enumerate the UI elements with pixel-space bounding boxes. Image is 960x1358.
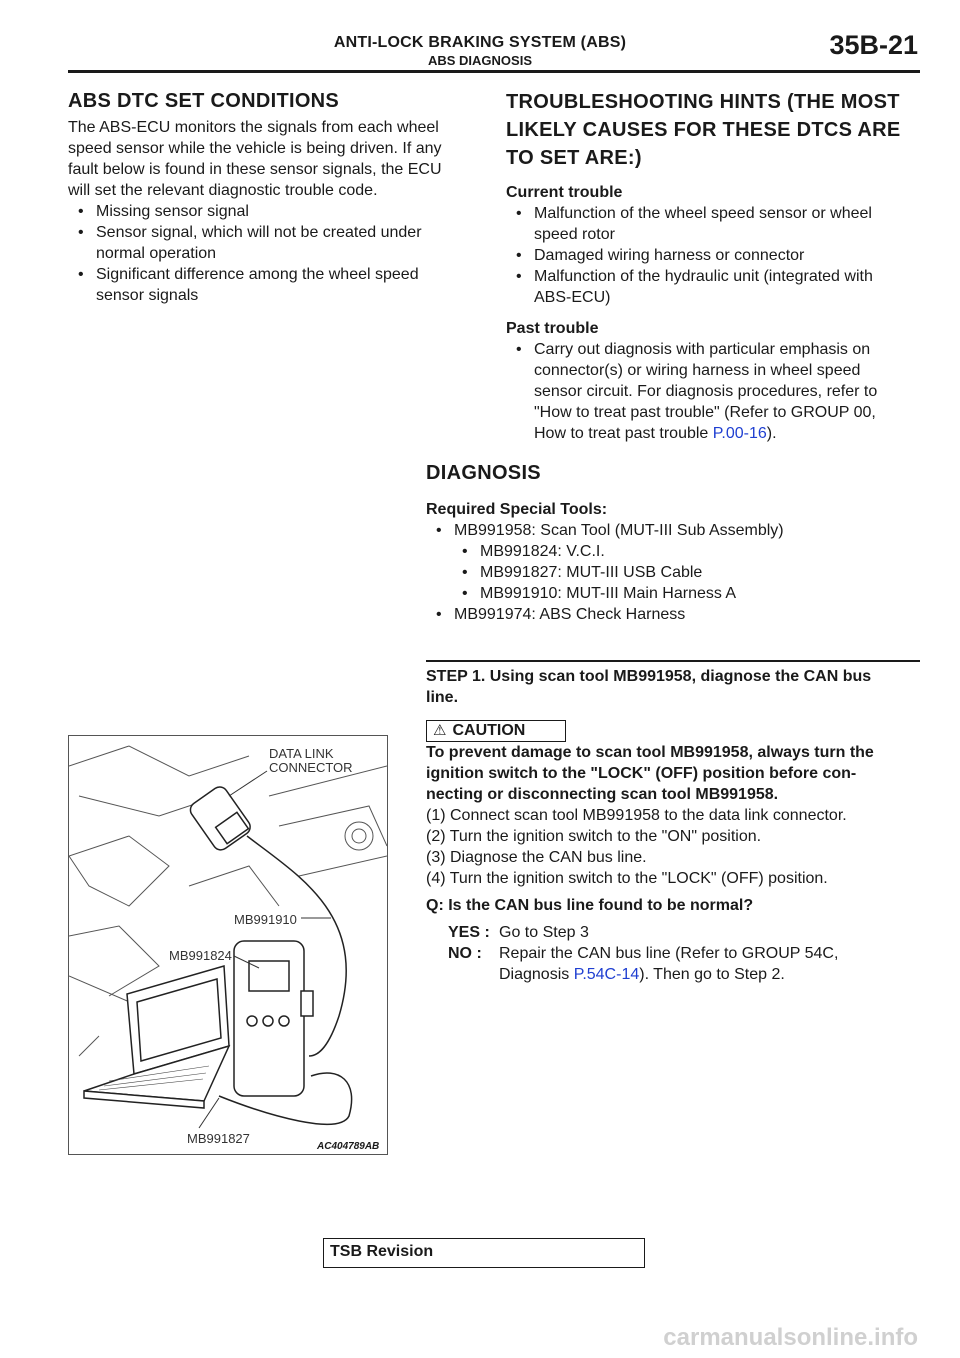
figure-code: AC404789AB [317, 1141, 380, 1152]
scan-tool-connection-figure [68, 735, 388, 1155]
dtc-text-line: will set the relevant diagnostic trouble code. [68, 182, 378, 199]
troubleshooting-hints-section [506, 88, 920, 444]
mb991827-label: MB991827 [187, 1131, 250, 1146]
current-trouble-bullet: • Malfunction of the hydraulic unit (integrated with ABS-ECU) [506, 266, 920, 308]
header-rule [68, 70, 920, 73]
page-number: 35B-21 [829, 30, 918, 60]
data-link-label-line1: DATA LINK [269, 746, 334, 761]
mb991824-label: MB991824 [169, 948, 232, 963]
dtc-text-line: The ABS-ECU monitors the signals from each wheel [68, 119, 439, 136]
diagnosis-heading: DIAGNOSIS [426, 462, 541, 484]
dtc-text-line: fault below is found in these sensor signals, the ECU [68, 161, 442, 178]
procedure-step: (4) Turn the ignition switch to the "LOCK" (OFF) position. [426, 870, 828, 887]
tool-item: • MB991958: Scan Tool (MUT-III Sub Assembly) [426, 520, 920, 541]
section-subtitle: ABS DIAGNOSIS [427, 53, 532, 68]
tool-item: • MB991974: ABS Check Harness [426, 604, 920, 625]
tool-item: • MB991910: MUT-III Main Harness A [452, 583, 920, 604]
hints-heading: TROUBLESHOOTING HINTS (THE MOST LIKELY CAUSES FOR THESE DTCS ARE TO SET ARE:) [506, 91, 901, 169]
current-trouble-bullet: • Malfunction of the wheel speed sensor or wheel speed rotor [506, 203, 920, 245]
caution-badge: ⚠ CAUTION [426, 720, 566, 742]
current-trouble-label: Current trouble [506, 184, 623, 201]
watermark: carmanualsonline.info [663, 1324, 918, 1351]
past-trouble-link[interactable]: P.00-16 [712, 425, 767, 442]
step1-title: STEP 1. Using scan tool MB991958, diagnose the CAN bus line. [426, 668, 872, 706]
question: Q: Is the CAN bus line found to be normal? [426, 897, 754, 914]
section-title: ANTI-LOCK BRAKING SYSTEM (ABS) [333, 34, 627, 51]
yes-answer: YES : Go to Step 3 [448, 924, 589, 941]
dtc-bullet: • Sensor signal, which will not be created under normal operation [68, 222, 480, 264]
mb991910-label: MB991910 [234, 912, 297, 927]
current-trouble-bullet: • Damaged wiring harness or connector [506, 245, 920, 266]
step-divider [426, 660, 920, 662]
tsb-revision-box: TSB Revision [323, 1238, 645, 1268]
tool-item: • MB991824: V.C.I. [452, 541, 920, 562]
data-link-label-line2: CONNECTOR [269, 760, 353, 775]
diagnosis-link[interactable]: P.54C-14 [573, 966, 640, 983]
past-trouble-bullet: • Carry out diagnosis with particular emphasis on connector(s) or wiring harness in wheel speed sensor circuit. For diagnosis procedures, refer to "How to treat past trouble" (Refer to GROUP 00, How to treat past trouble P.00-16). [506, 339, 920, 444]
warning-triangle-icon: ⚠ [433, 722, 447, 739]
procedure-step: (1) Connect scan tool MB991958 to the data link connector. [426, 807, 847, 824]
tools-label: Required Special Tools: [426, 501, 608, 518]
dtc-bullet: • Significant difference among the wheel speed sensor signals [68, 264, 480, 306]
procedure-step: (3) Diagnose the CAN bus line. [426, 849, 647, 866]
tool-item: • MB991827: MUT-III USB Cable [452, 562, 920, 583]
procedure-step: (2) Turn the ignition switch to the "ON" position. [426, 828, 762, 845]
step1-section [426, 666, 920, 985]
dtc-conditions-heading: ABS DTC SET CONDITIONS [68, 90, 340, 112]
past-trouble-label: Past trouble [506, 320, 599, 337]
caution-text: To prevent damage to scan tool MB991958, always turn the ignition switch to the "LOCK" (OFF) position before con- necting or disconnecting scan tool MB991958. [426, 744, 874, 803]
no-answer: NO : Repair the CAN bus line (Refer to GROUP 54C, Diagnosis P.54C-14). Then go to Step 2. [448, 945, 839, 983]
dtc-text-line: speed sensor while the vehicle is being driven. If any [68, 140, 442, 157]
diagnosis-section [426, 460, 920, 625]
illustration [69, 736, 387, 1154]
dtc-conditions-section [68, 88, 480, 306]
dtc-bullet: • Missing sensor signal [68, 201, 480, 222]
